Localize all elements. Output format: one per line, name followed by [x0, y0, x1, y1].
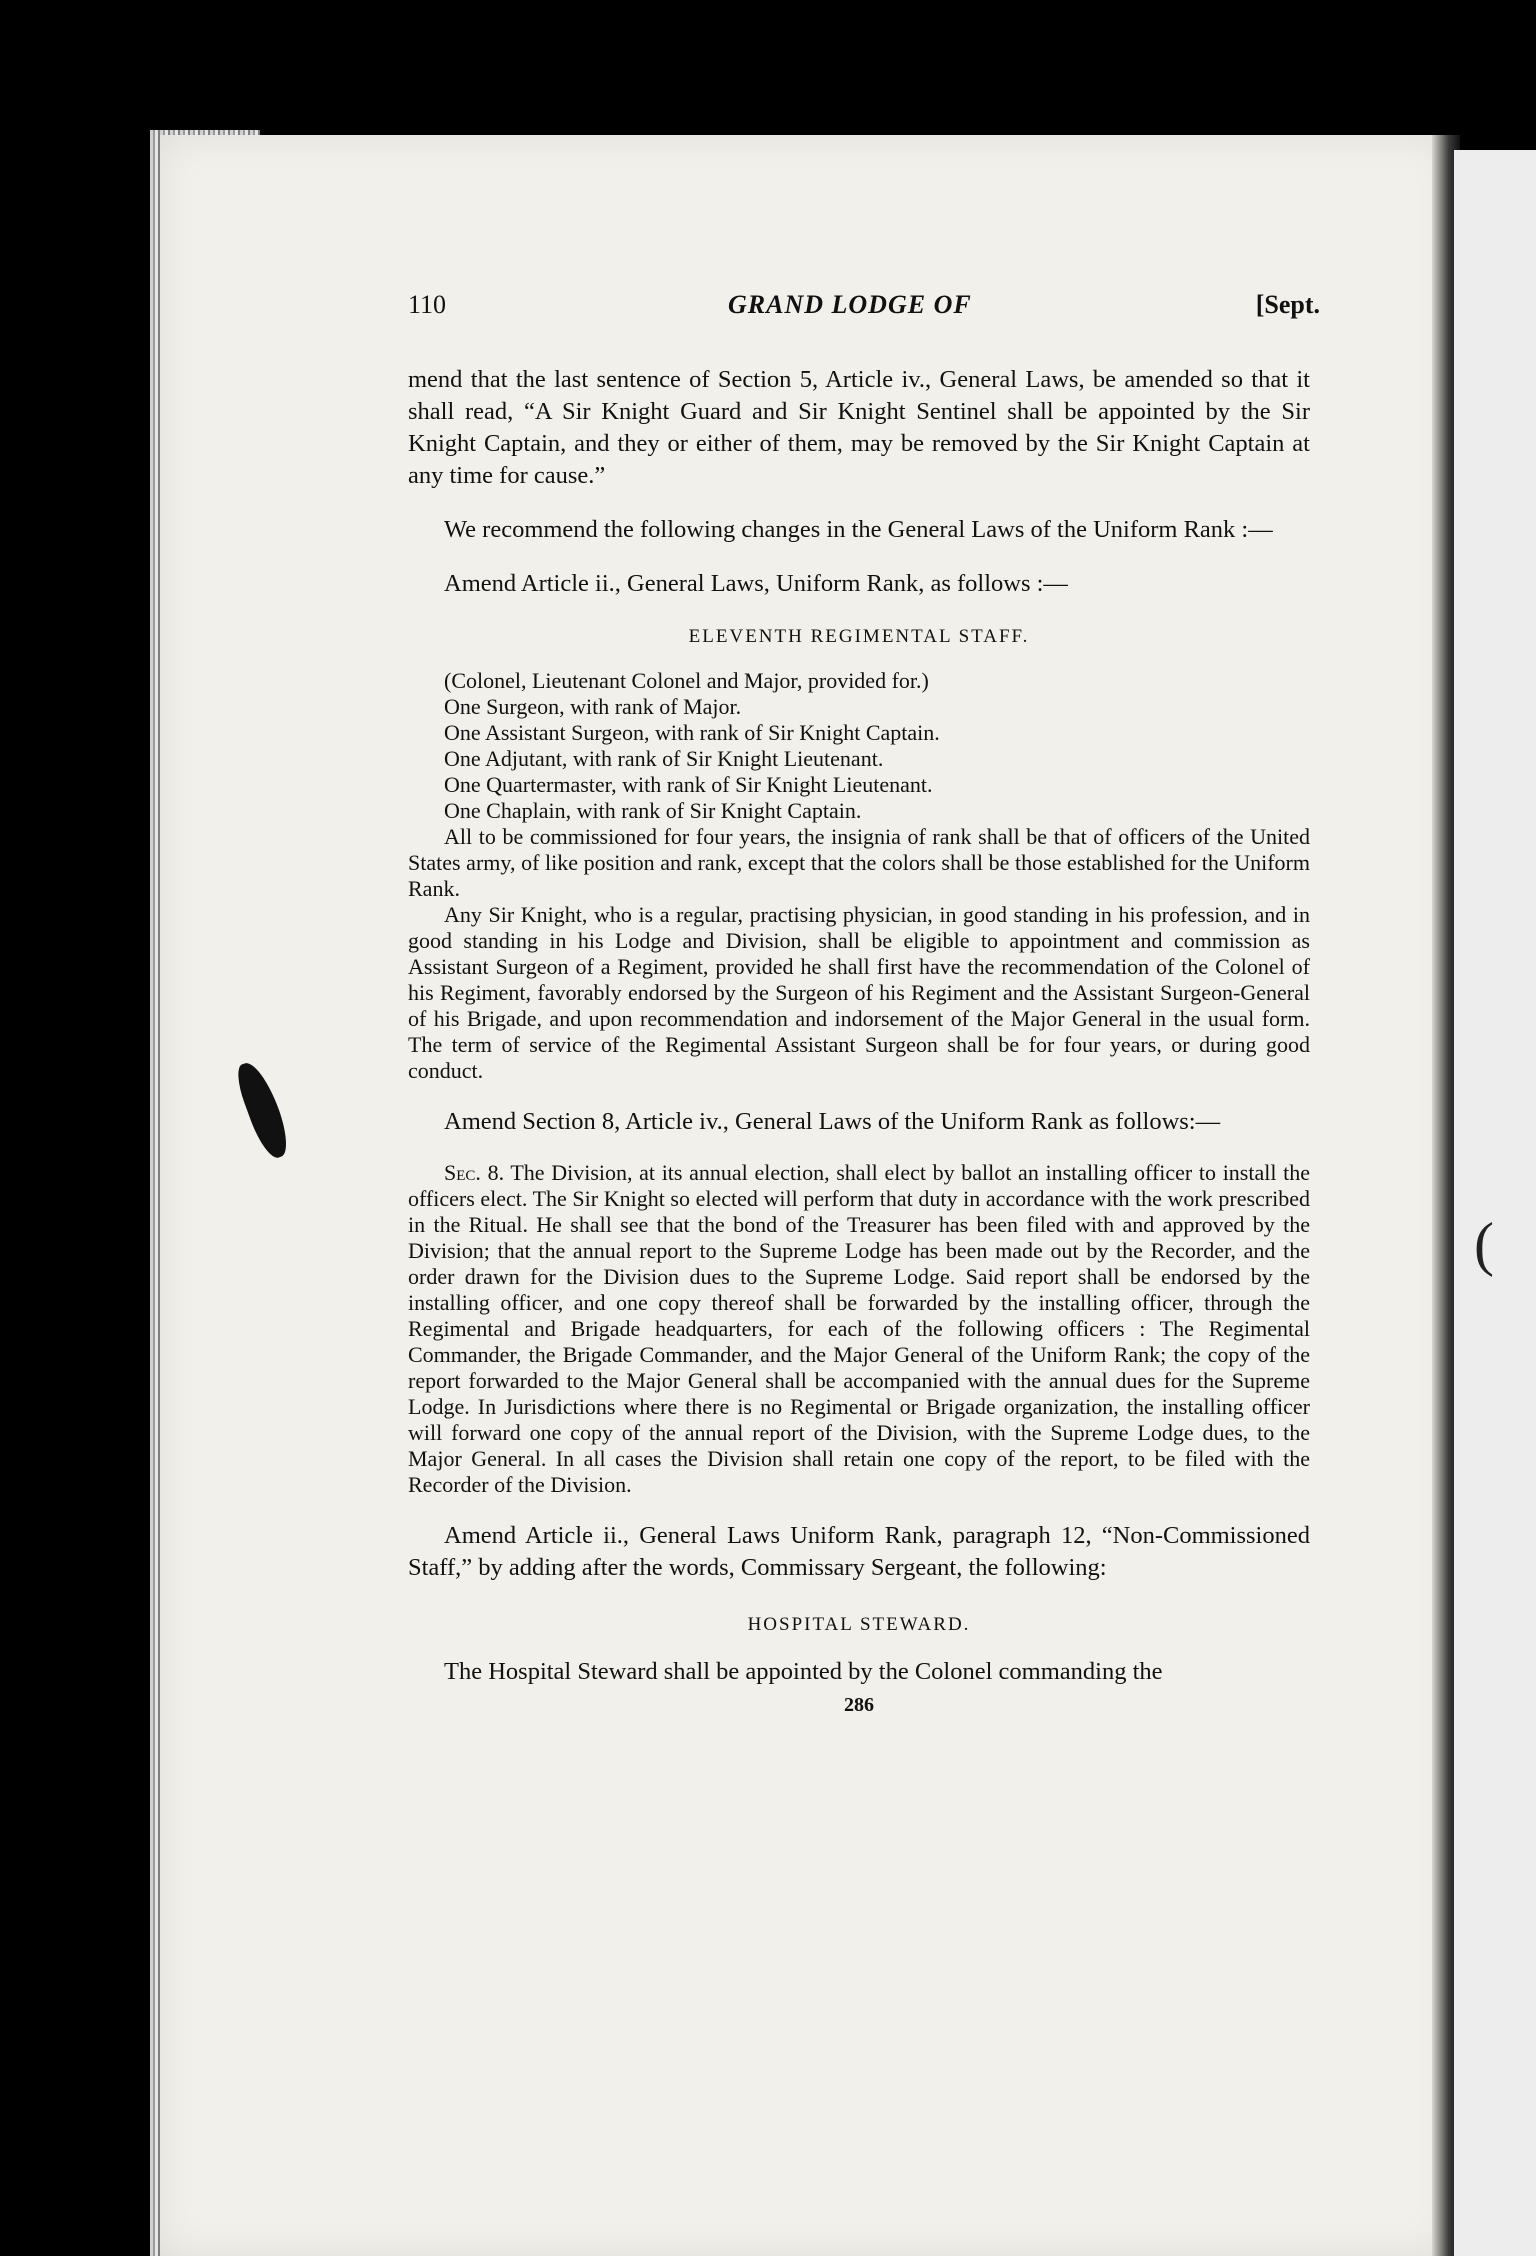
sec-8-text: The Division, at its annual election, shall elect by ballot an installing officer to install the officers elect. The Sir Knight so elected will perform that duty in accordance with the work prescribed in the Ritual. He shall see that the bond of the Treasurer has been filed with and approved by the Division; that the annual report to the Supreme Lodge has been made out by the Recorder, and the order drawn for the Division dues to the Supreme Lodge. Said report shall be endorsed by the installing officer, and one copy thereof shall be forwarded by the installing officer, through the Regimental and Brigade headquarters, for each of the following officers : The Regimental Commander, the Brigade Commander, and the Major General of the Uniform Rank; the copy of the report forwarded to the Major General shall be accompanied with the annual dues for the Supreme Lodge. In Jurisdictions where there is no Regimental or Brigade organization, the installing officer will forward one copy of the annual report of the Division, with the Supreme Lodge dues, to the Major General. In all cases the Division shall retain one copy of the report, to be filed with the Recorder of the Division.	[408, 1160, 1311, 1497]
margin-bracket-mark: (	[1474, 1211, 1494, 1277]
staff-list-item: One Assistant Surgeon, with rank of Sir Knight Captain.	[444, 720, 940, 745]
paragraph-surgeon: Any Sir Knight, who is a regular, practising physician, in good standing in his profession, and in good standing in his Lodge and Division, shall be eligible to appointment and commission as Assistant Surgeon of a Regiment, provided he shall first have the recommendation of the Colonel of his Regiment, favorably endorsed by the Surgeon of his Regiment and the Assistant Surgeon-General of his Brigade, and upon recommendation and indorsement of the Major General in the usual form. The term of service of the Regimental Assistant Surgeon shall be for four years, or during good conduct.	[408, 902, 1310, 1083]
paragraph-sec-8	[408, 1160, 1310, 1498]
paragraph-3: Amend Article ii., General Laws, Uniform Rank, as follows :—	[444, 570, 1068, 597]
section-heading-hospital-steward: HOSPITAL STEWARD.	[747, 1614, 971, 1635]
section-heading-eleventh: ELEVENTH REGIMENTAL STAFF.	[688, 626, 1030, 647]
staff-list-item: One Adjutant, with rank of Sir Knight Lieutenant.	[444, 746, 884, 771]
running-date: [Sept.	[1255, 290, 1320, 319]
sec-8-label: Sec. 8.	[444, 1160, 505, 1185]
paragraph-hospital-steward: The Hospital Steward shall be appointed by the Colonel commanding the	[444, 1658, 1163, 1685]
staff-list-item: One Surgeon, with rank of Major.	[444, 694, 742, 719]
staff-list-item: One Quartermaster, with rank of Sir Knight Lieutenant.	[444, 772, 933, 797]
staff-list-item: One Chaplain, with rank of Sir Knight Captain.	[444, 798, 862, 823]
paragraph-commission: All to be commissioned for four years, the insignia of rank shall be that of officers of the United States army, of like position and rank, except that the colors shall be those established for the Uniform Rank.	[408, 824, 1310, 901]
facing-page-edge	[1454, 150, 1536, 2256]
paragraph-amend-section-8: Amend Section 8, Article iv., General Laws of the Uniform Rank as follows:—	[444, 1108, 1221, 1135]
running-header	[408, 290, 1320, 330]
folio-number: 286	[844, 1694, 874, 1716]
paragraph-amend-article-ii: Amend Article ii., General Laws Uniform Rank, paragraph 12, “Non-Commissioned Staff,” by adding after the words, Commissary Sergeant, the following:	[408, 1522, 1310, 1581]
paragraph-2: We recommend the following changes in the General Laws of the Uniform Rank :—	[444, 516, 1273, 543]
page-content	[408, 290, 1320, 1717]
paragraph-1: mend that the last sentence of Section 5, Article iv., General Laws, be amended so that it shall read, “A Sir Knight Guard and Sir Knight Sentinel shall be appointed by the Sir Knight Captain, and they or either of them, may be removed by the Sir Knight Captain at any time for cause.”	[408, 366, 1310, 489]
staff-list-item: (Colonel, Lieutenant Colonel and Major, provided for.)	[444, 668, 929, 693]
page-number: 110	[408, 290, 447, 319]
running-title: GRAND LODGE OF	[728, 290, 972, 319]
